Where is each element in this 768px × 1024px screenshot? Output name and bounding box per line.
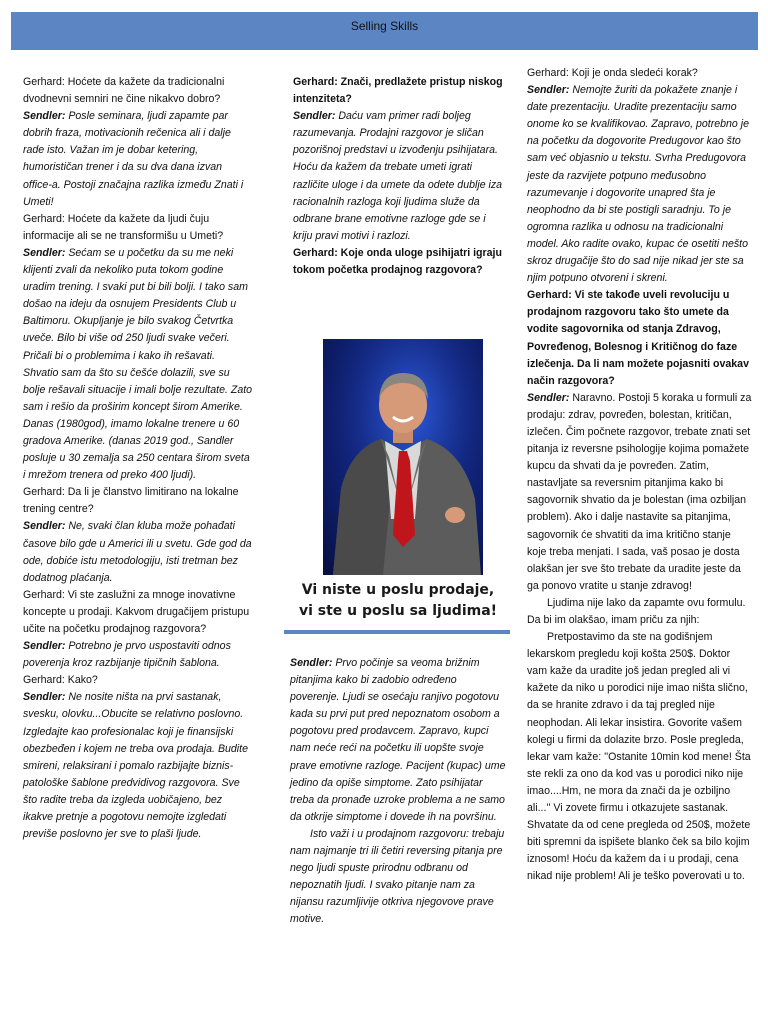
answer: Sendler: Daću vam primer radi boljeg razumevanja. Prodajni razgovor je sličan pozorišnoj predstavi u izvođenju psihijatara. Hoću da kažem da trebate umeti igrati različite uloge i da umete da odete dublje iza racionalnih razloga koji ljudima služe da odbrane brane emotivne razloge gde se i kriju pravi motivi i razlozi. xyxy=(293,110,503,242)
column-3 xyxy=(527,65,752,886)
answer: Sendler: Ne nosite ništa na prvi sastanak, svesku, olovku...Obucite se relativno poslovno. Izgledajte kao profesionalac koji je finansijski obezbeđen i kojem ne treba ova prodaja. Budite smireni, relaksirani i pomalo razbijajte biznis-patološke šablone predvidivog razgovora. Sve što radite treba da izgleda uobičajeno, bez ikakve pretnje a pogotovu nemojte izgledati previše poslovno jer sve to plaši ljude. xyxy=(23,691,248,841)
paragraph: Pretpostavimo da ste na godišnjem lekarskom pregledu koji košta 250$. Doktor vam kaže da uradite još jedan pregled ali vi kažete da niko u porodici nije imao ništa slično, da se hranite zdravo i da taj pregled nije neophodan. Ali lekar insistira. Govorite vašem kolegi u firmi da dolazite brzo. Posle pregleda, lekar vam kaže: ''Ostanite 10min kod mene! Šta ste rekli za ono da kod vas u porodici niko nije imao....Hm, ne mora da znači da je ozbiljno ali...'' Vi zovete firmu i otkazujete sastanak. Shvatate da od cene pregleda od 250$, možete biti spremni da ispišete blanko ček sa bilo kojim iznosom! Hoću da kažem da i u prodaji, cena nikad nije problem! Ali je teško poverovati u to. xyxy=(527,631,751,883)
page-header-banner xyxy=(11,12,758,50)
paragraph: Ljudima nije lako da zapamte ovu formulu. Da bi im olakšao, imam priču za njih: xyxy=(527,596,746,626)
answer: Sendler: Naravno. Postoji 5 koraka u formuli za prodaju: zdrav, povređen, bolestan, kritičan, izlečen. Čim počnete razgovor, trebate znati set pitanja iz reversne psihologije kojima pomažete kupcu da shvati da je povređen. Zatim, nastavljate sa reversnim pitanjima kako bi sagovornik shvatio da je bolestan (ima ozbiljan problem). Ako i dalje nastavite sa pitanjima, sagovornik će shvatiti da ima kritično stanje koje treba menjati. I sada, vaš posao je dosta olakšan jer sve što trebate da uradite jeste da ga ponovo vratite u stanje zdravog! xyxy=(527,391,752,592)
question: Gerhard: Vi ste takođe uveli revoluciju u prodajnom razgovoru tako što umete da vodite sagovornika od stanja Zdravog, Povređenog, Bolesnog i Kritičnog do faze izlečenja. Da li nam možete pojasniti ovakav način razgovora? xyxy=(527,289,749,387)
column-1 xyxy=(23,74,253,843)
question: Gerhard: Hoćete da kažete da tradicionalni dvodnevni semniri ne čine nikakvo dobro? xyxy=(23,76,225,106)
answer: Sendler: Ne, svaki član kluba može pohađati časove bilo gde u Americi ili u svetu. Gde god da ode, dobiće istu metodologiju, isti tretman bez dodatnog plaćanja. xyxy=(23,520,252,584)
question: Gerhard: Kako? xyxy=(23,674,98,687)
pull-quote-line1: Vi niste u poslu prodaje, xyxy=(301,582,495,598)
pull-quote-line2: vi ste u poslu sa ljudima! xyxy=(298,603,498,619)
header-title: Selling Skills xyxy=(350,19,419,33)
question: Gerhard: Znači, predlažete pristup niskog intenziteta? xyxy=(293,76,503,106)
pull-quote xyxy=(283,580,513,622)
answer: Sendler: Potrebno je prvo uspostaviti odnos poverenja kroz razbijanje tipičnih šablona. xyxy=(23,640,231,670)
answer: Sendler: Sećam se u početku da su me neki klijenti zvali da nekoliko puta tokom godine uradim trening. I svaki put bi bili bolji. I tako sam došao na ideju da osnujem Presidents Club u Baltimoru. Okupljanje je bilo svakog Četvrtka uveče. Bilo bi više od 250 ljudi svake večeri. Pričali bi o problemima i kako ih rešavati. Shvatio sam da što su češće dolazili, sve su bolje rešavali situacije i imali bolje rezultate. Zato sam i rešio da proširim koncept širom Amerike. Danas (1980god), imamo lokalne trenere u 60 gradova Amerike. (danas 2019 god., Sandler posluje u 30 zemalja sa 250 centara širom sveta i mrežom trenera od preko 400 ljudi). xyxy=(23,246,253,482)
column-2-top xyxy=(293,74,503,279)
divider-rule xyxy=(284,630,510,634)
question: Gerhard: Koje onda uloge psihijatri igraju tokom početka prodajnog razgovora? xyxy=(293,246,502,277)
column-2-bottom xyxy=(290,655,506,929)
answer: Sendler: Prvo počinje sa veoma brižnim pitanjima kako bi zadobio određeno poverenje. Ljudi se osećaju ranjivo pogotovu kada su prvi put pred nepoznatom osobom a pogotovu pred prodavcem. Zapravo, kupci nam neće reći na početku ili uopšte svoje prave emotivne razloge. Pacijent (kupac) ume jedino da opiše simptome. Zato psihijatar treba da pronađe uzroke problema a ne samo da otkrije simptome i dovede ih na površinu. xyxy=(290,657,506,823)
portrait-photo xyxy=(323,339,483,575)
answer: Sendler: Posle seminara, ljudi zapamte par dobrih fraza, motivacionih rečenica ali i dalje rade isto. Važan im je dobar ketering, humorističan trener i da su dva dana izvan office-a. Postoji značajna razlika između Znati i Umeti! xyxy=(23,110,244,208)
question: Gerhard: Da li je članstvo limitirano na lokalne trening centre? xyxy=(23,486,239,516)
answer: Sendler: Nemojte žuriti da pokažete znanje i date prezentaciju. Uradite prezentaciju samo onome ko se kvalifikovao. Zapravo, potrebno je na početku da dogovorite Predugovor kao što sam već objasnio u tekstu. Svrha Predugovora jeste da razvijete potpuno međusobno razumevanje i dogovorite unapred šta je neophodno da bi ste postigli saradnju. To je ogromna razlika u odnosu na tradicionalni model. Ako radite ovako, kupac će osetiti nešto skroz drugačije što do sad nije nikad jer ste sa njim potpuno otvoreni i skreni. xyxy=(527,84,750,285)
question: Gerhard: Hoćete da kažete da ljudi čuju informacije ali se ne transformišu u Umeti? xyxy=(23,212,224,242)
man-portrait-icon xyxy=(323,339,483,575)
question: Gerhard: Koji je onda sledeći korak? xyxy=(527,67,698,79)
question: Gerhard: Vi ste zaslužni za mnoge inovativne koncepte u prodaji. Kakvom drugačijem pristupu učite na početku prodajnog razgovora? xyxy=(23,588,250,635)
paragraph: Isto važi i u prodajnom razgovoru: trebaju nam najmanje tri ili četiri reversing pitanja pre nego ljudi spuste prirodnu odbranu od nepoznatih ljudi. I svako pitanje nam za nijansu razumljivije otkriva njegovove prave motive. xyxy=(290,827,505,926)
